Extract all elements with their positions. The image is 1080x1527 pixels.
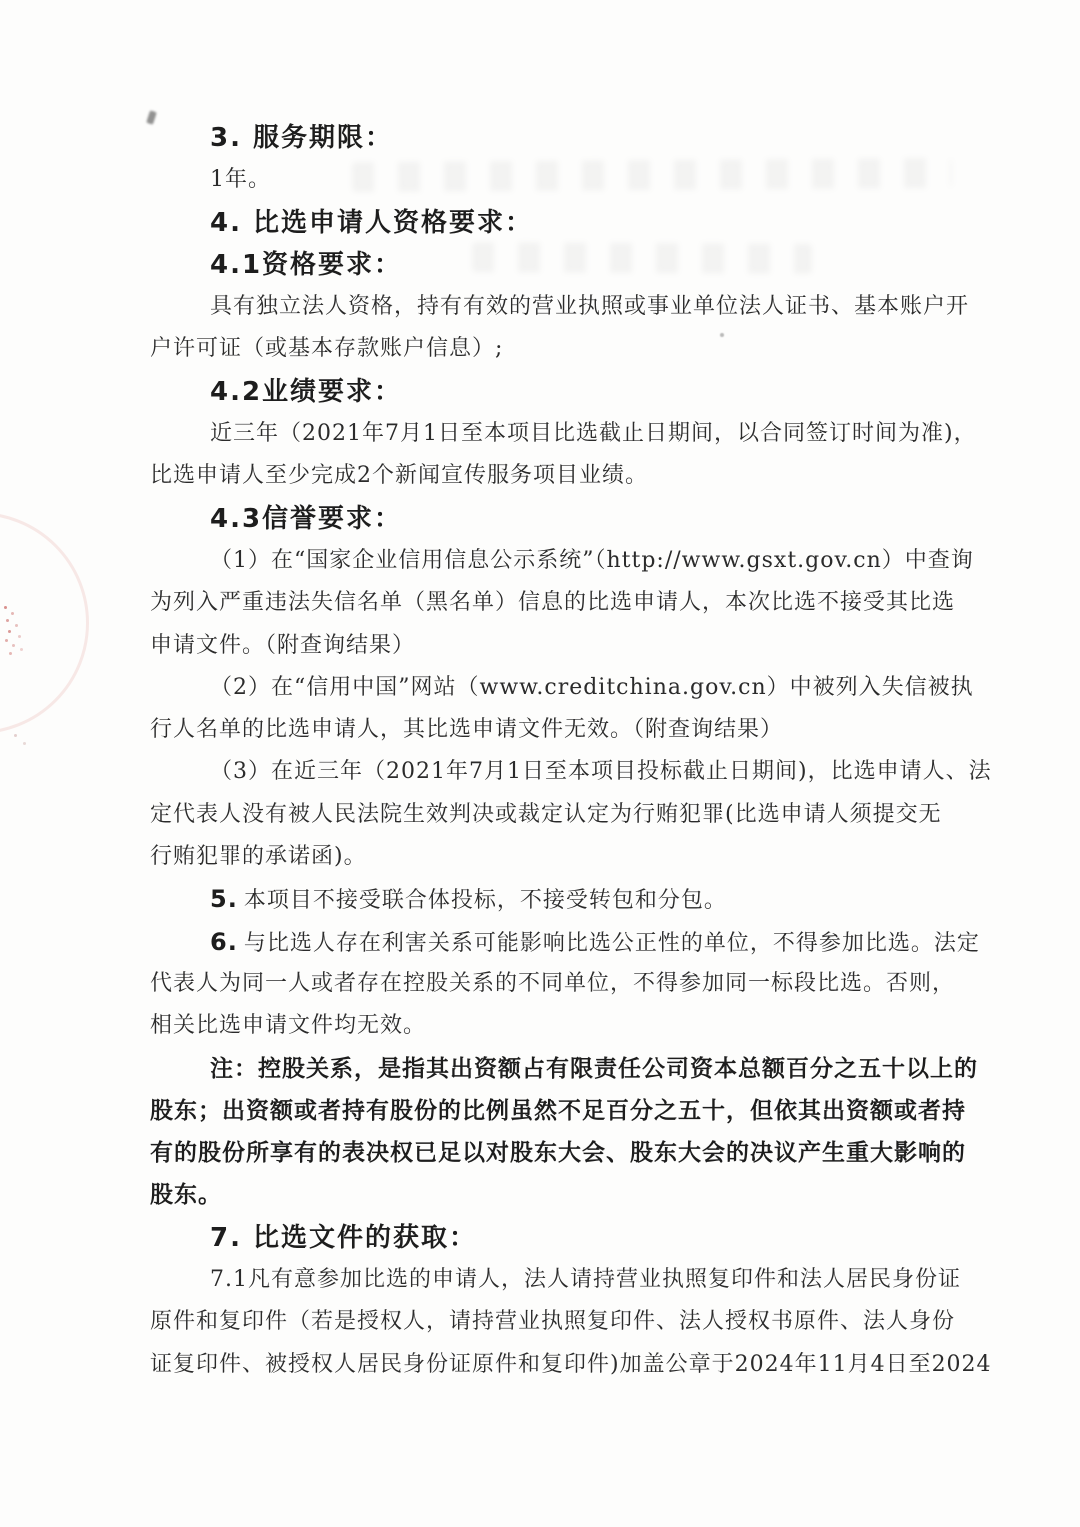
section-heading: 7. 比选文件的获取： [210, 1222, 478, 1253]
text-line: 比选申请人至少完成2个新闻宣传服务项目业绩。 [150, 463, 648, 489]
text-line: 5. 本项目不接受联合体投标，不接受转包和分包。 [210, 885, 727, 914]
section-heading: 4.1资格要求： [210, 249, 403, 280]
section-heading: 4.3信誉要求： [210, 503, 403, 534]
text-line: （1）在“国家企业信用信息公示系统”（http://www.gsxt.gov.cn）中查询 [210, 547, 974, 573]
text-line: 行人名单的比选申请人，其比选申请文件无效。（附查询结果） [150, 717, 784, 743]
text-line: 近三年（2021年7月1日至本项目比选截止日期间，以合同签订时间为准)， [210, 421, 977, 447]
text-line: （3）在近三年（2021年7月1日至本项目投标截止日期间)，比选申请人、法 [210, 759, 992, 785]
note-line: 股东。 [150, 1182, 222, 1209]
text-line: 行贿犯罪的承诺函)。 [150, 844, 367, 870]
red-seal-speckles [4, 606, 7, 609]
section-heading: 4.2业绩要求： [210, 376, 403, 407]
note-line: 注：控股关系，是指其出资额占有限责任公司资本总额百分之五十以上的 [210, 1055, 978, 1082]
red-seal-stamp-edge [0, 512, 89, 734]
section-heading: 4. 比选申请人资格要求： [210, 207, 534, 238]
text-line: 7.1凡有意参加比选的申请人，法人请持营业执照复印件和法人居民身份证 [210, 1267, 961, 1293]
section-heading: 3. 服务期限： [210, 123, 394, 153]
item-number: 5. [210, 885, 238, 914]
text-line: 1年。 [210, 167, 271, 193]
note-line: 有的股份所享有的表决权已足以对股东大会、股东大会的决议产生重大影响的 [150, 1140, 966, 1167]
text-line: （2）在“信用中国”网站（www.creditchina.gov.cn）中被列入失信被执 [210, 674, 974, 700]
text-line: 户许可证（或基本存款账户信息）; [150, 336, 504, 362]
text-line: 代表人为同一人或者存在控股关系的不同单位，不得参加同一标段比选。否则， [150, 970, 956, 996]
text-line: 6. 与比选人存在利害关系可能影响比选公正性的单位，不得参加比选。法定 [210, 927, 980, 956]
text-line: 申请文件。（附查询结果） [150, 632, 416, 658]
note-line: 股东；出资额或者持有股份的比例虽然不足百分之五十，但依其出资额或者持 [150, 1097, 966, 1124]
item-number: 6. [210, 927, 238, 956]
text-line: 定代表人没有被人民法院生效判决或裁定认定为行贿犯罪(比选申请人须提交无 [150, 801, 942, 827]
text-line: 相关比选申请文件均无效。 [150, 1013, 427, 1039]
text-line: 具有独立法人资格，持有有效的营业执照或事业单位法人证书、基本账户开 [210, 294, 970, 320]
text-line: 证复印件、被授权人居民身份证原件和复印件)加盖公章于2024年11月4日至2024 [150, 1351, 992, 1377]
text-line: 为列入严重违法失信名单（黑名单）信息的比选申请人，本次比选不接受其比选 [150, 590, 956, 616]
document-body [150, 117, 992, 1386]
text-line: 原件和复印件（若是授权人，请持营业执照复印件、法人授权书原件、法人身份 [150, 1309, 956, 1335]
